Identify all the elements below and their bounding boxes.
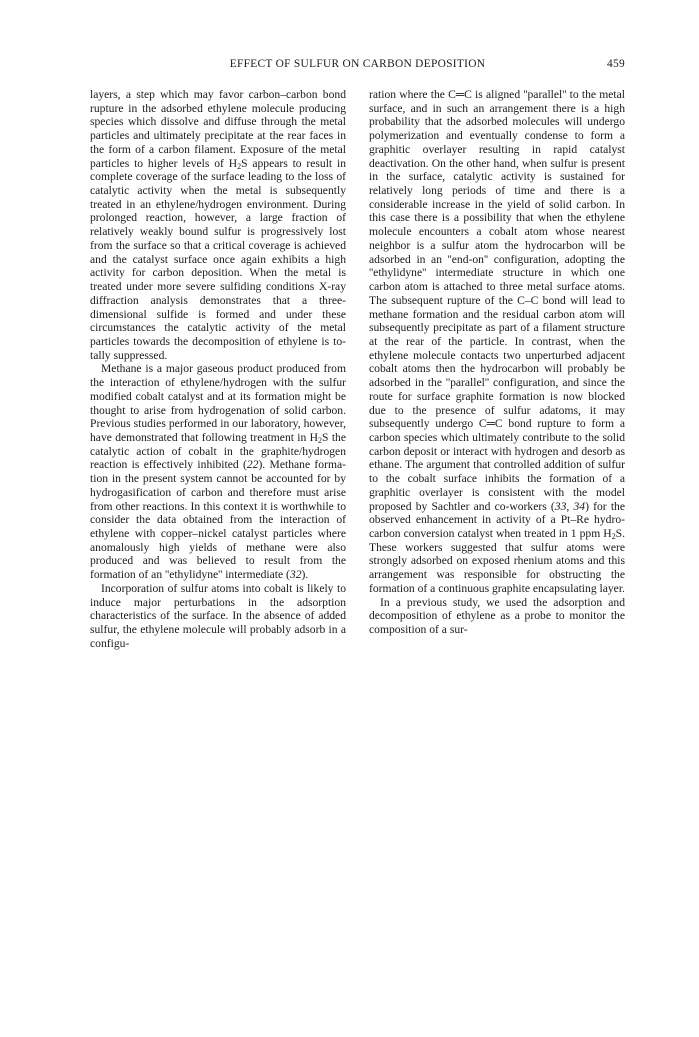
page-number: 459 bbox=[607, 58, 625, 70]
left-column bbox=[90, 88, 346, 650]
right-column bbox=[369, 88, 625, 650]
paragraph: Incorporation of sulfur atoms into cobalt is likely to induce major perturbations in the adsorption characteristics of the surface. In the absence of added sulfur, the ethylene molecule will probably adsorb in a configu- bbox=[90, 581, 346, 650]
paragraph: ration where the C═C is aligned ''parallel'' to the metal surface, and in such an arrangement there is a high probability that the adsorbed molecules will undergo polymerization and eventually condense to form a graphitic overlayer resulting in rapid catalyst deactivation. On the other hand, when sulfur is present in the surface, catalytic activity is sustained for relatively long periods of time and there is a considerable increase in the yield of solid carbon. In this case there is a possibility that when the ethylene molecule encounters a cobalt atom whose nearest neighbor is a sulfur atom the hydrocarbon will be adsorbed in an ''end-on'' configuration, adopting the ''ethylidyne'' intermediate structure in which one carbon atom is attached to three metal surface atoms. The subsequent rupture of the C–C bond will lead to methane formation and the residual carbon atom will subsequently precipitate as part of a filament structure at the rear of the particle. In contrast, when the ethylene molecule contacts two unperturbed adjacent cobalt atoms then the hydrocarbon will probably be adsorbed in the ''parallel'' configuration, and since the route for surface graphite formation is now blocked due to the presence of sulfur adatoms, it may subsequently undergo C═C bond rupture to form a carbon species which ultimately contribute to the solid carbon deposit or interact with hydrogen and desorb as ethane. The argument that controlled addition of sulfur to the cobalt surface inhibits the formation of a graphitic overlayer is consistent with the model proposed by Sachtler and co-workers (33, 34) for the observed enhancement in activity of a Pt–Re hydrocarbon conversion catalyst when treated in 1 ppm $H_2S$. These workers suggested that sulfur atoms were strongly adsorbed on exposed rhenium atoms and this arrangement was responsible for obstructing the formation of a continuous graphite encapsulating layer. bbox=[369, 88, 626, 595]
body-columns bbox=[90, 88, 625, 650]
paragraph: Methane is a major gaseous product produced from the interaction of ethylene/hydrogen with the sulfur modified cobalt catalyst and at its formation might be thought to arise from hydrogenation of solid carbon. Previous studies performed in our laboratory, however, have demonstrated that following treatment in $H_2S$ the catalytic action of cobalt in the graphite/hydrogen reaction is effectively inhibited (22). Methane formation in the present system cannot be accounted for by hydrogasification of carbon and therefore must arise from other reactions. In this context it is worthwhile to consider the data obtained from the interaction of ethylene with copper–nickel catalyst particles where anomalously high yields of methane were also produced and was believed to result from the formation of an ''ethylidyne'' intermediate (32). bbox=[90, 362, 347, 582]
running-title: EFFECT OF SULFUR ON CARBON DEPOSITION bbox=[229, 58, 486, 70]
running-head bbox=[90, 58, 625, 76]
paragraph: In a previous study, we used the adsorption and decomposition of ethylene as a probe to monitor the composition of a sur- bbox=[369, 595, 625, 637]
paragraph: layers, a step which may favor carbon–carbon bond rupture in the adsorbed ethylene molecule producing species which dissolve and diffuse through the metal particles and ultimately precipitate at the rear faces in the form of a carbon filament. Exposure of the metal particles to higher levels of $H_2S$ appears to result in complete coverage of the surface leading to the loss of catalytic activity when the metal is subsequently treated in an ethylene/hydrogen environment. During prolonged reaction, however, a large fraction of relatively weakly bound sulfur is progressively lost from the surface so that a critical coverage is achieved and the catalyst surface once again exhibits a high activity for carbon deposition. When the metal is treated under more severe sulfiding conditions X-ray diffraction analysis demonstrates that a three-dimensional sulfide is formed and under these circumstances the catalytic activity of the metal particles towards the decomposition of ethylene is totally suppressed. bbox=[90, 88, 346, 362]
